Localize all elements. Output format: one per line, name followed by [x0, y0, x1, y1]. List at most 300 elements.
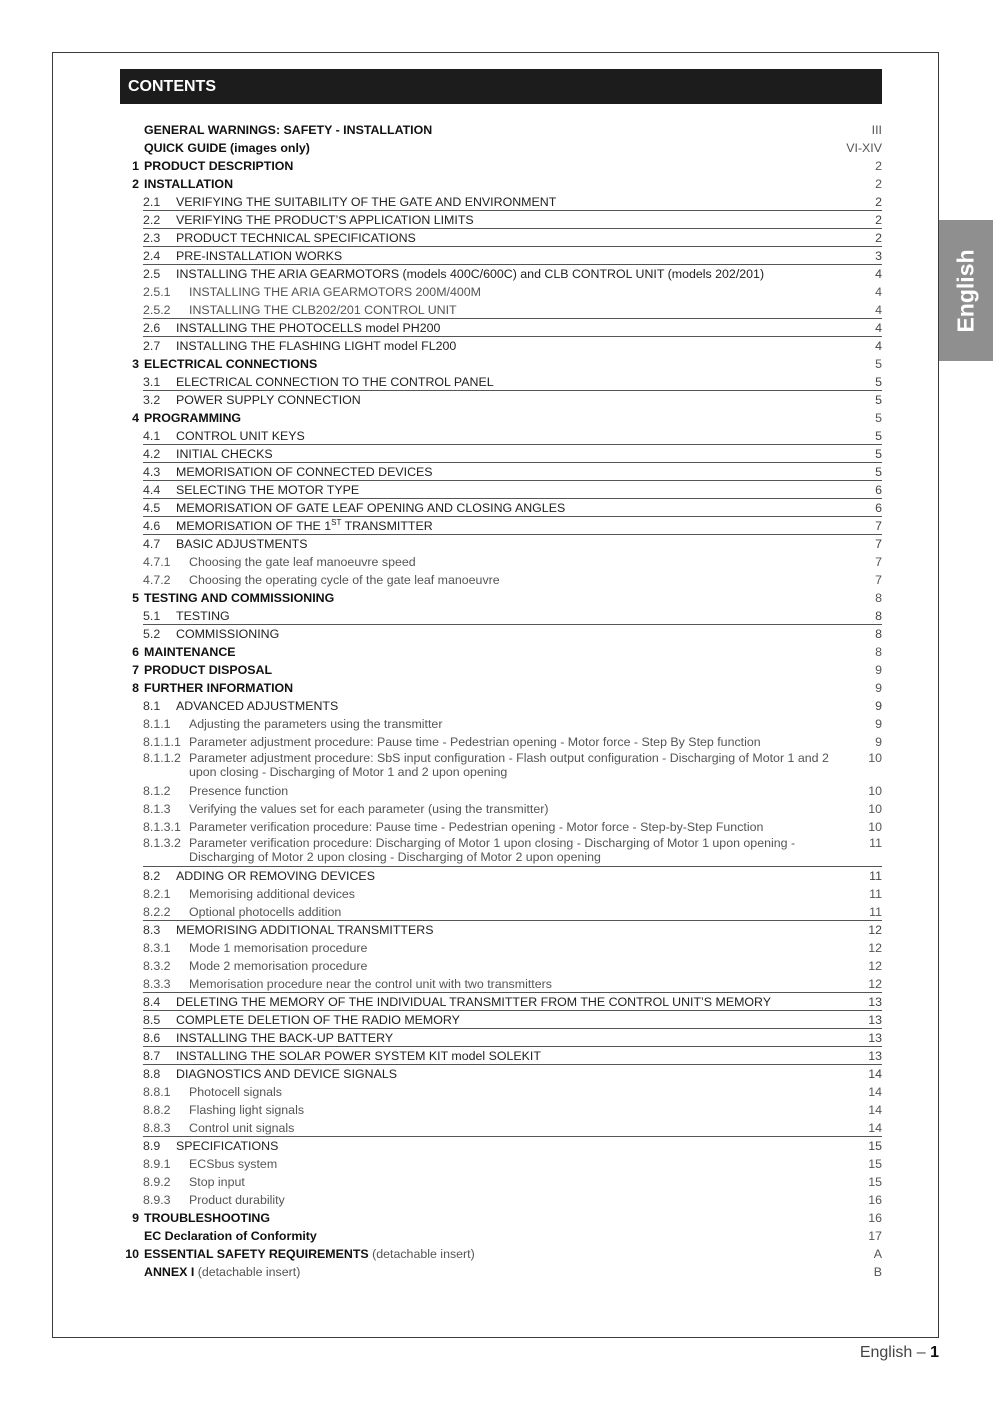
toc-entry-title — [176, 921, 842, 939]
toc-entry-number: 8.2.1 — [143, 887, 171, 901]
toc-entry-title-text: ECSbus system — [189, 1157, 278, 1171]
toc-entry-page: 4 — [875, 339, 882, 353]
toc-entry-title — [176, 247, 842, 265]
toc-entry-page: 14 — [868, 1067, 882, 1081]
toc-entry-title — [144, 409, 842, 427]
toc-entry[interactable] — [120, 625, 882, 643]
toc-entry-title — [189, 1191, 842, 1209]
toc-entry-number: 8.5 — [143, 1013, 161, 1027]
toc-entry-title-text: INSTALLING THE SOLAR POWER SYSTEM KIT model SOLEKIT — [176, 1049, 541, 1063]
toc-entry-page: 6 — [875, 501, 882, 515]
toc-entry-title — [189, 733, 842, 751]
toc-entry-title-text: COMMISSIONING — [176, 627, 280, 641]
toc-entry-number: 4 — [132, 411, 139, 425]
toc-entry-number: 6 — [132, 645, 139, 659]
toc-entry-page: 5 — [875, 393, 882, 407]
toc-entry-title — [176, 499, 842, 517]
toc-entry-page: 11 — [869, 836, 882, 850]
toc-entry[interactable] — [120, 391, 882, 409]
toc-entry-page: 4 — [875, 285, 882, 299]
toc-entry-number: 5.2 — [143, 627, 161, 641]
toc-entry-number: 8.3.1 — [143, 941, 171, 955]
toc-entry-title-text: Memorising additional devices — [189, 887, 355, 901]
toc-entry-title — [189, 975, 842, 993]
toc-entry-title — [176, 1011, 842, 1029]
toc-entry-number: 8.1.3.2 — [143, 836, 181, 850]
toc-entry[interactable] — [120, 1191, 882, 1209]
toc-entry-page: 15 — [868, 1157, 882, 1171]
toc-entry-page: 10 — [868, 820, 882, 834]
toc-entry[interactable] — [120, 409, 882, 427]
toc-entry-page: 2 — [875, 213, 882, 227]
toc-entry-page: 10 — [868, 784, 882, 798]
toc-entry-page: 10 — [868, 751, 882, 765]
toc-entry[interactable] — [120, 1101, 882, 1119]
toc-entry-page: 7 — [875, 537, 882, 551]
toc-entry-title-text: ELECTRICAL CONNECTIONS — [144, 357, 318, 371]
toc-entry-title — [144, 139, 842, 157]
toc-entry-number: 4.7 — [143, 537, 161, 551]
toc-entry-title — [189, 283, 842, 301]
toc-entry-page: 4 — [875, 303, 882, 317]
toc-entry-title — [176, 517, 842, 535]
toc-entry-title-text: PRE-INSTALLATION WORKS — [176, 249, 343, 263]
toc-entry-number: 4.7.2 — [143, 573, 171, 587]
toc-entry-page: 12 — [868, 941, 882, 955]
toc-entry-title-text: INSTALLING THE PHOTOCELLS model PH200 — [176, 321, 441, 335]
toc-entry-page: 12 — [868, 977, 882, 991]
toc-entry-page: 17 — [868, 1229, 882, 1243]
toc-entry-title-text: CONTROL UNIT KEYS — [176, 429, 305, 443]
toc-entry-title-text: INSTALLING THE CLB202/201 CONTROL UNIT — [189, 303, 457, 317]
toc-entry-page: 11 — [869, 905, 882, 919]
toc-entry-title-text: TESTING AND COMMISSIONING — [144, 591, 335, 605]
toc-entry[interactable] — [120, 1245, 882, 1263]
toc-entry-page: 9 — [875, 681, 882, 695]
toc-entry-title-text: ELECTRICAL CONNECTION TO THE CONTROL PANEL — [176, 375, 494, 389]
toc-entry[interactable] — [120, 571, 882, 589]
toc-entry-number: 4.3 — [143, 465, 161, 479]
toc-entry-title-text: Memorisation procedure near the control unit with two transmitters — [189, 977, 552, 991]
toc-entry-title-text: Mode 2 memorisation procedure — [189, 959, 368, 973]
toc-entry[interactable] — [120, 818, 882, 836]
toc-entry-number: 5 — [132, 591, 139, 605]
toc-entry-title — [189, 782, 842, 800]
toc-entry-title — [176, 463, 842, 481]
toc-entry-number: 1 — [132, 159, 139, 173]
toc-entry-title — [189, 553, 842, 571]
toc-entry-title-text: EC Declaration of Conformity — [144, 1229, 317, 1243]
toc-entry[interactable] — [120, 1263, 882, 1281]
toc-entry-title-text: FURTHER INFORMATION — [144, 681, 294, 695]
toc-entry-number: 3.1 — [143, 375, 161, 389]
toc-entry[interactable] — [120, 517, 882, 535]
toc-entry-number: 3 — [132, 357, 139, 371]
toc-entry-number: 2.3 — [143, 231, 161, 245]
toc-entry[interactable] — [120, 607, 882, 625]
toc-entry-number: 8.1.3.1 — [143, 820, 181, 834]
toc-entry-page: 5 — [875, 465, 882, 479]
toc-entry-number: 5.1 — [143, 609, 161, 623]
toc-entry-superscript: ST — [331, 518, 342, 527]
toc-entry[interactable] — [120, 1011, 882, 1029]
toc-entry-title-text: ESSENTIAL SAFETY REQUIREMENTS — [144, 1247, 369, 1261]
toc-entry-number: 8.3.3 — [143, 977, 171, 991]
toc-entry[interactable] — [120, 1227, 882, 1245]
toc-entry[interactable] — [120, 1173, 882, 1191]
toc-entry-title-text: QUICK GUIDE (images only) — [144, 141, 310, 155]
toc-entry-title — [189, 800, 842, 818]
toc-entry[interactable] — [120, 697, 882, 715]
toc-entry[interactable] — [120, 157, 882, 175]
language-tab-label: English — [952, 248, 979, 333]
toc-entry-page: VI-XIV — [846, 141, 882, 155]
toc-entry-title — [144, 355, 842, 373]
toc-entry-number: 8.2 — [143, 869, 161, 883]
toc-entry-title — [176, 1029, 842, 1047]
toc-entry-title — [189, 818, 842, 836]
toc-entry-title — [176, 625, 842, 643]
toc-entry-page: 9 — [875, 699, 882, 713]
toc-entry-page: 7 — [875, 573, 882, 587]
toc-entry-number: 8.1.1.2 — [143, 751, 181, 765]
toc-entry-title — [189, 715, 842, 733]
toc-entry[interactable] — [120, 265, 882, 283]
toc-entry-title-text: TROUBLESHOOTING — [144, 1211, 270, 1225]
toc-entry-page: 16 — [868, 1193, 882, 1207]
toc-entry-title — [176, 1137, 842, 1155]
toc-entry-number: 2.1 — [143, 195, 161, 209]
toc-entry-title — [176, 373, 842, 391]
toc-entry-page: 13 — [868, 995, 882, 1009]
toc-entry-number: 4.2 — [143, 447, 161, 461]
toc-entry-number: 2.2 — [143, 213, 161, 227]
toc-entry[interactable] — [120, 939, 882, 957]
toc-entry-title-text: Mode 1 memorisation procedure — [189, 941, 368, 955]
toc-entry-title — [144, 175, 842, 193]
toc-entry-title-text: Flashing light signals — [189, 1103, 305, 1117]
toc-entry-title — [176, 697, 842, 715]
toc-entry-page: 4 — [875, 321, 882, 335]
toc-entry-title-text: Presence function — [189, 784, 289, 798]
toc-entry-page: 5 — [875, 375, 882, 389]
toc-entry-title-text: ADDING OR REMOVING DEVICES — [176, 869, 375, 883]
toc-entry-title — [144, 157, 842, 175]
toc-entry-page: 13 — [868, 1049, 882, 1063]
toc-entry-title — [176, 993, 842, 1011]
toc-entry[interactable] — [120, 193, 882, 211]
toc-entry-title-text: INSTALLING THE ARIA GEARMOTORS (models 400C/600C) and CLB CONTROL UNIT (models 202/201) — [176, 267, 765, 281]
toc-entry-number: 8.6 — [143, 1031, 161, 1045]
toc-entry-number: 2.4 — [143, 249, 161, 263]
toc-entry-title-text: TESTING — [176, 609, 230, 623]
toc-entry-number: 8 — [132, 681, 139, 695]
toc-entry[interactable] — [120, 715, 882, 733]
toc-entry-page: 9 — [875, 663, 882, 677]
toc-entry[interactable] — [120, 211, 882, 229]
toc-entry-title — [176, 535, 842, 553]
toc-entry[interactable] — [120, 679, 882, 697]
toc-entry-page: 7 — [875, 555, 882, 569]
toc-entry-title — [144, 1263, 842, 1281]
toc-entry-title — [189, 885, 842, 903]
toc-entry[interactable] — [120, 751, 882, 782]
toc-entry-number: 9 — [132, 1211, 139, 1225]
page-title: CONTENTS — [128, 78, 216, 95]
toc-entry-page: 11 — [869, 869, 882, 883]
toc-entry[interactable] — [120, 800, 882, 818]
toc-entry-page: 8 — [875, 591, 882, 605]
toc-entry-page: 9 — [875, 717, 882, 731]
toc-entry[interactable] — [120, 553, 882, 571]
toc-entry[interactable] — [120, 355, 882, 373]
toc-entry[interactable] — [120, 247, 882, 265]
toc-entry[interactable] — [120, 229, 882, 247]
toc-entry-title-text: DELETING THE MEMORY OF THE INDIVIDUAL TRANSMITTER FROM THE CONTROL UNIT’S MEMORY — [176, 995, 772, 1009]
toc-entry-title — [189, 1119, 842, 1137]
toc-entry-title — [189, 1083, 842, 1101]
toc-entry-title-text: POWER SUPPLY CONNECTION — [176, 393, 361, 407]
page-number: 1 — [930, 1344, 939, 1361]
toc-entry-page: 9 — [875, 735, 882, 749]
toc-entry-page: 15 — [868, 1175, 882, 1189]
toc-entry[interactable] — [120, 175, 882, 193]
toc-entry-page: 14 — [868, 1103, 882, 1117]
footer-label: English – — [859, 1344, 926, 1361]
toc-entry[interactable] — [120, 337, 882, 355]
toc-entry-title — [176, 265, 842, 283]
toc-entry[interactable] — [120, 1209, 882, 1227]
toc-entry-number: 8.1 — [143, 699, 161, 713]
toc-entry-title — [176, 1047, 842, 1065]
toc-entry[interactable] — [120, 535, 882, 553]
toc-entry[interactable] — [120, 139, 882, 157]
toc-entry-page: 8 — [875, 609, 882, 623]
toc-entry-title-text: GENERAL WARNINGS: SAFETY - INSTALLATION — [144, 123, 433, 137]
toc-entry[interactable] — [120, 733, 882, 751]
toc-entry-page: 8 — [875, 645, 882, 659]
toc-entry-title-text: Product durability — [189, 1193, 285, 1207]
toc-entry-title — [189, 836, 842, 864]
toc-entry[interactable] — [120, 1047, 882, 1065]
toc-entry-number: 8.1.3 — [143, 802, 171, 816]
toc-entry[interactable] — [120, 957, 882, 975]
toc-entry-title — [189, 1101, 842, 1119]
toc-entry-title-text: VERIFYING THE PRODUCT’S APPLICATION LIMITS — [176, 213, 474, 227]
toc-entry-page: 2 — [875, 177, 882, 191]
page-footer — [860, 1344, 939, 1362]
toc-entry[interactable] — [120, 661, 882, 679]
toc-entry-title-text: Parameter adjustment procedure: Pause time - Pedestrian opening - Motor force - Step By Step function — [189, 735, 761, 749]
toc-entry[interactable] — [120, 427, 882, 445]
toc-entry-title — [176, 607, 842, 625]
toc-entry[interactable] — [120, 1155, 882, 1173]
toc-entry-title-text: BASIC ADJUSTMENTS — [176, 537, 308, 551]
toc-entry-page: 5 — [875, 357, 882, 371]
toc-entry-title — [144, 589, 842, 607]
toc-entry-title-text: MEMORISING ADDITIONAL TRANSMITTERS — [176, 923, 434, 937]
toc-entry-page: 10 — [868, 802, 882, 816]
contents-header — [120, 69, 882, 104]
toc-entry-title-text: VERIFYING THE SUITABILITY OF THE GATE AND ENVIRONMENT — [176, 195, 557, 209]
toc-entry-number: 2.5.2 — [143, 303, 171, 317]
toc-entry-title-text: Choosing the operating cycle of the gate leaf manoeuvre — [189, 573, 500, 587]
toc-entry[interactable] — [120, 445, 882, 463]
toc-entry-title-text: COMPLETE DELETION OF THE RADIO MEMORY — [176, 1013, 460, 1027]
toc-entry-title — [176, 229, 842, 247]
toc-entry[interactable] — [120, 1083, 882, 1101]
toc-entry-title-text: MEMORISATION OF GATE LEAF OPENING AND CLOSING ANGLES — [176, 501, 566, 515]
toc-entry-number: 8.9.1 — [143, 1157, 171, 1171]
toc-entry[interactable] — [120, 1119, 882, 1137]
toc-entry-number: 2.7 — [143, 339, 161, 353]
toc-entry-note: (detachable insert) — [194, 1265, 301, 1279]
toc-entry[interactable] — [120, 283, 882, 301]
toc-entry-title — [189, 571, 842, 589]
toc-entry-title-text: Stop input — [189, 1175, 245, 1189]
language-tab[interactable] — [939, 220, 993, 361]
toc-entry-page: 12 — [868, 959, 882, 973]
toc-entry-title — [176, 319, 842, 337]
toc-entry-page: 12 — [868, 923, 882, 937]
toc-entry-title — [144, 121, 842, 139]
toc-entry-title-text: Photocell signals — [189, 1085, 282, 1099]
toc-entry-number: 8.1.1.1 — [143, 735, 181, 749]
toc-entry-page: 14 — [868, 1085, 882, 1099]
toc-entry-title — [144, 1245, 842, 1263]
toc-entry[interactable] — [120, 1029, 882, 1047]
toc-entry-note: (detachable insert) — [368, 1247, 475, 1261]
toc-entry-title-text: PRODUCT TECHNICAL SPECIFICATIONS — [176, 231, 416, 245]
toc-entry-page: 2 — [875, 195, 882, 209]
toc-entry-title — [176, 427, 842, 445]
toc-entry[interactable] — [120, 643, 882, 661]
toc-entry-title-text: INSTALLING THE BACK-UP BATTERY — [176, 1031, 394, 1045]
toc-entry-title-text: ANNEX I — [144, 1265, 195, 1279]
toc-entry-title-text: INSTALLING THE ARIA GEARMOTORS 200M/400M — [189, 285, 481, 299]
toc-entry-title — [144, 679, 842, 697]
toc-entry-title-text: MAINTENANCE — [144, 645, 236, 659]
toc-entry[interactable] — [120, 1137, 882, 1155]
toc-entry-title — [189, 301, 842, 319]
toc-entry-title-text: Control unit signals — [189, 1121, 295, 1135]
toc-entry-number: 2.5 — [143, 267, 161, 281]
toc-entry-title-text: Optional photocells addition — [189, 905, 342, 919]
toc-entry-number: 8.8.1 — [143, 1085, 171, 1099]
toc-entry-number: 8.3 — [143, 923, 161, 937]
toc-entry-title-text: INITIAL CHECKS — [176, 447, 273, 461]
toc-entry-title — [176, 867, 842, 885]
toc-entry-page: 5 — [875, 411, 882, 425]
toc-entry-title-text: SPECIFICATIONS — [176, 1139, 279, 1153]
toc-entry-title — [176, 445, 842, 463]
toc-entry-number: 3.2 — [143, 393, 161, 407]
toc-entry[interactable] — [120, 782, 882, 800]
toc-entry-page: 5 — [875, 429, 882, 443]
toc-entry-page: 4 — [875, 267, 882, 281]
toc-entry-title-text: MEMORISATION OF CONNECTED DEVICES — [176, 465, 433, 479]
toc-entry[interactable] — [120, 319, 882, 337]
toc-entry-title — [144, 1209, 842, 1227]
toc-entry-title-text: PRODUCT DISPOSAL — [144, 663, 273, 677]
toc-entry-title — [189, 903, 842, 921]
toc-entry[interactable] — [120, 121, 882, 139]
toc-entry-title — [144, 1227, 842, 1245]
toc-entry-title — [189, 751, 842, 779]
toc-entry-page: 2 — [875, 159, 882, 173]
toc-entry[interactable] — [120, 301, 882, 319]
toc-entry[interactable] — [120, 589, 882, 607]
toc-entry-title — [189, 957, 842, 975]
toc-entry[interactable] — [120, 993, 882, 1011]
toc-entry-title-text: Choosing the gate leaf manoeuvre speed — [189, 555, 416, 569]
toc-entry-title-text: Parameter adjustment procedure: SbS input configuration - Flash output configuration - Discharging of Motor 1 and 2 upon closing - Discharging of Motor 1 and 2 upon opening — [189, 751, 829, 779]
toc-entry-number: 8.8 — [143, 1067, 161, 1081]
toc-entry-number: 4.5 — [143, 501, 161, 515]
toc-entry-title — [176, 391, 842, 409]
toc-entry-number: 8.9 — [143, 1139, 161, 1153]
toc-entry-page: III — [871, 123, 882, 137]
toc-entry-title-text: SELECTING THE MOTOR TYPE — [176, 483, 360, 497]
toc-entry-title-text: MEMORISATION OF THE 1 — [176, 519, 332, 533]
toc-entry-page: A — [873, 1247, 882, 1261]
toc-entry[interactable] — [120, 836, 882, 867]
toc-entry[interactable] — [120, 1065, 882, 1083]
toc-entry-title-text: INSTALLATION — [144, 177, 234, 191]
toc-entry-number: 4.4 — [143, 483, 161, 497]
toc-entry-title — [176, 1065, 842, 1083]
toc-entry-number: 8.1.2 — [143, 784, 171, 798]
toc-entry-title-text: INSTALLING THE FLASHING LIGHT model FL200 — [176, 339, 457, 353]
toc-entry-page: 13 — [868, 1013, 882, 1027]
toc-entry-title-text: Parameter verification procedure: Pause time - Pedestrian opening - Motor force - Step-by-Step Function — [189, 820, 764, 834]
toc-entry-page: 3 — [875, 249, 882, 263]
toc-entry-title — [176, 211, 842, 229]
toc-entry-title — [176, 337, 842, 355]
toc-entry[interactable] — [120, 975, 882, 993]
toc-entry-number: 4.1 — [143, 429, 161, 443]
toc-entry-page: 11 — [869, 887, 882, 901]
toc-entry-page: 6 — [875, 483, 882, 497]
toc-entry[interactable] — [120, 481, 882, 499]
toc-entry[interactable] — [120, 921, 882, 939]
toc-entry-number: 8.9.2 — [143, 1175, 171, 1189]
toc-entry-number: 8.1.1 — [143, 717, 171, 731]
toc-entry-number: 8.4 — [143, 995, 161, 1009]
toc-entry-title-text: Adjusting the parameters using the transmitter — [189, 717, 443, 731]
toc-entry-number: 4.6 — [143, 519, 161, 533]
toc-entry-number: 8.8.2 — [143, 1103, 171, 1117]
toc-entry-page: 7 — [875, 519, 882, 533]
toc-entry-title — [189, 1155, 842, 1173]
toc-entry-number: 8.8.3 — [143, 1121, 171, 1135]
toc-entry-number: 8.7 — [143, 1049, 161, 1063]
toc-entry[interactable] — [120, 867, 882, 885]
toc-entry-number: 2 — [132, 177, 139, 191]
toc-entry[interactable] — [120, 885, 882, 903]
toc-entry[interactable] — [120, 463, 882, 481]
toc-entry[interactable] — [120, 373, 882, 391]
toc-entry-page: 5 — [875, 447, 882, 461]
toc-entry[interactable] — [120, 903, 882, 921]
toc-entry[interactable] — [120, 499, 882, 517]
toc-entry-number: 4.7.1 — [143, 555, 171, 569]
toc-entry-title — [144, 661, 842, 679]
toc-entry-title-text: PRODUCT DESCRIPTION — [144, 159, 294, 173]
toc-entry-title-text: PROGRAMMING — [144, 411, 242, 425]
toc-entry-title — [189, 1173, 842, 1191]
toc-entry-page: 2 — [875, 231, 882, 245]
